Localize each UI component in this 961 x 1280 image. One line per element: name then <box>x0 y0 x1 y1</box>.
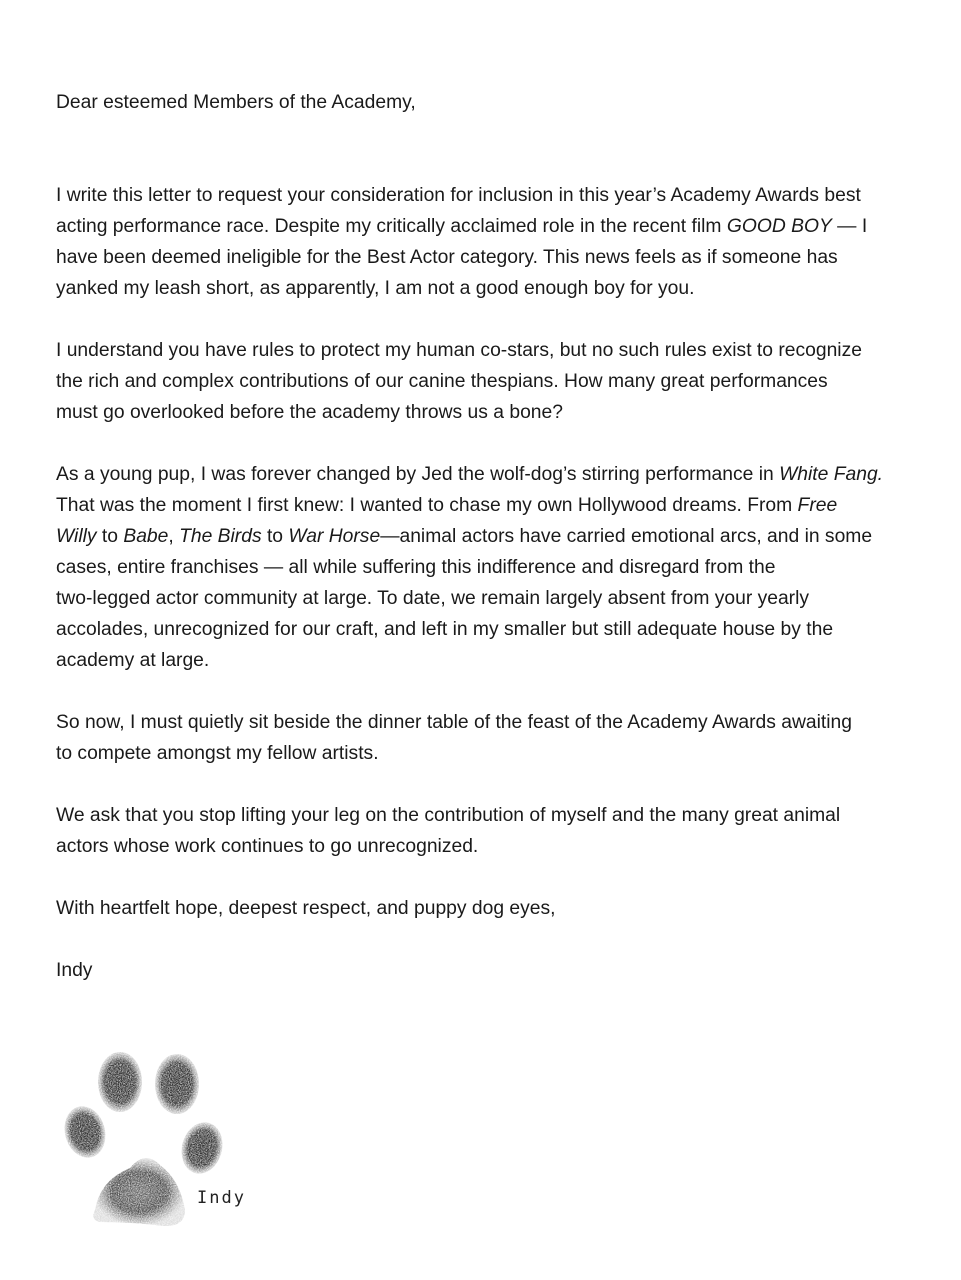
text-line <box>56 521 883 552</box>
paw-toe <box>176 1118 228 1179</box>
text-segment: must go overlooked before the academy throws us a bone? <box>56 402 563 423</box>
text-line <box>56 273 883 304</box>
italic-title: White Fang. <box>779 464 884 485</box>
paragraph <box>56 955 883 986</box>
text-segment: With heartfelt hope, deepest respect, and puppy dog eyes, <box>56 898 556 919</box>
paw-toe <box>155 1054 199 1114</box>
text-segment: , <box>168 526 180 547</box>
text-line <box>56 397 883 428</box>
text-segment: two-legged actor community at large. To date, we remain largely absent from your yearly <box>56 588 810 609</box>
text-line <box>56 242 883 273</box>
text-segment: have been deemed ineligible for the Best Actor category. This news feels as if someone has <box>56 247 838 268</box>
paragraph <box>56 180 883 304</box>
text-segment: to compete amongst my fellow artists. <box>56 743 379 764</box>
paragraph <box>56 893 883 924</box>
text-line <box>56 180 883 211</box>
text-segment: actors whose work continues to go unrecognized. <box>56 836 479 857</box>
text-line <box>56 831 883 862</box>
text-line <box>56 459 883 490</box>
paw-toe <box>59 1102 111 1163</box>
italic-title: Babe <box>123 526 169 547</box>
paragraph <box>56 459 883 676</box>
italic-title: GOOD BOY <box>726 216 832 237</box>
text-segment: I write this letter to request your consideration for inclusion in this year’s Academy Awards best <box>56 185 861 206</box>
text-segment: to <box>261 526 289 547</box>
text-segment: We ask that you stop lifting your leg on the contribution of myself and the many great animal <box>56 805 841 826</box>
paragraph <box>56 707 883 769</box>
text-line <box>56 738 883 769</box>
text-segment: the rich and complex contributions of our canine thespians. How many great performances <box>56 371 828 392</box>
text-line <box>56 645 883 676</box>
text-segment: Dear esteemed Members of the Academy, <box>56 92 416 113</box>
paragraph <box>56 335 883 428</box>
text-segment: I understand you have rules to protect my human co-stars, but no such rules exist to recognize <box>56 340 862 361</box>
text-line <box>56 614 883 645</box>
paw-toe <box>98 1052 142 1112</box>
text-segment: accolades, unrecognized for our craft, and left in my smaller but still adequate house by the <box>56 619 834 640</box>
text-line <box>56 490 883 521</box>
text-line <box>56 893 883 924</box>
paw-signature: Indy <box>197 1188 246 1208</box>
text-line <box>56 552 883 583</box>
text-segment: — I <box>831 216 868 237</box>
text-line <box>56 955 883 986</box>
text-line <box>56 583 883 614</box>
paw-print-icon <box>55 1040 265 1240</box>
text-line <box>56 366 883 397</box>
text-segment: acting performance race. Despite my critically acclaimed role in the recent film <box>56 216 727 237</box>
text-segment: to <box>96 526 124 547</box>
paragraph <box>56 800 883 862</box>
text-line <box>56 87 883 118</box>
text-segment: cases, entire franchises — all while suffering this indifference and disregard from the <box>56 557 776 578</box>
italic-title: Free <box>797 495 838 516</box>
text-segment: —animal actors have carried emotional arcs, and in some <box>380 526 873 547</box>
text-segment: Indy <box>56 960 93 981</box>
text-segment: As a young pup, I was forever changed by Jed the wolf-dog’s stirring performance in <box>56 464 780 485</box>
italic-title: War Horse <box>288 526 381 547</box>
italic-title: The Birds <box>179 526 262 547</box>
italic-title: Willy <box>56 526 97 547</box>
paw-pad <box>93 1158 185 1226</box>
text-segment: So now, I must quietly sit beside the dinner table of the feast of the Academy Awards awaiting <box>56 712 852 733</box>
text-line <box>56 211 883 242</box>
text-line <box>56 707 883 738</box>
text-line <box>56 335 883 366</box>
text-segment: That was the moment I first knew: I wanted to chase my own Hollywood dreams. From <box>56 495 798 516</box>
greeting <box>56 87 883 118</box>
text-segment: yanked my leash short, as apparently, I am not a good enough boy for you. <box>56 278 695 299</box>
text-line <box>56 800 883 831</box>
text-segment: academy at large. <box>56 650 210 671</box>
letter-body <box>56 87 883 1017</box>
